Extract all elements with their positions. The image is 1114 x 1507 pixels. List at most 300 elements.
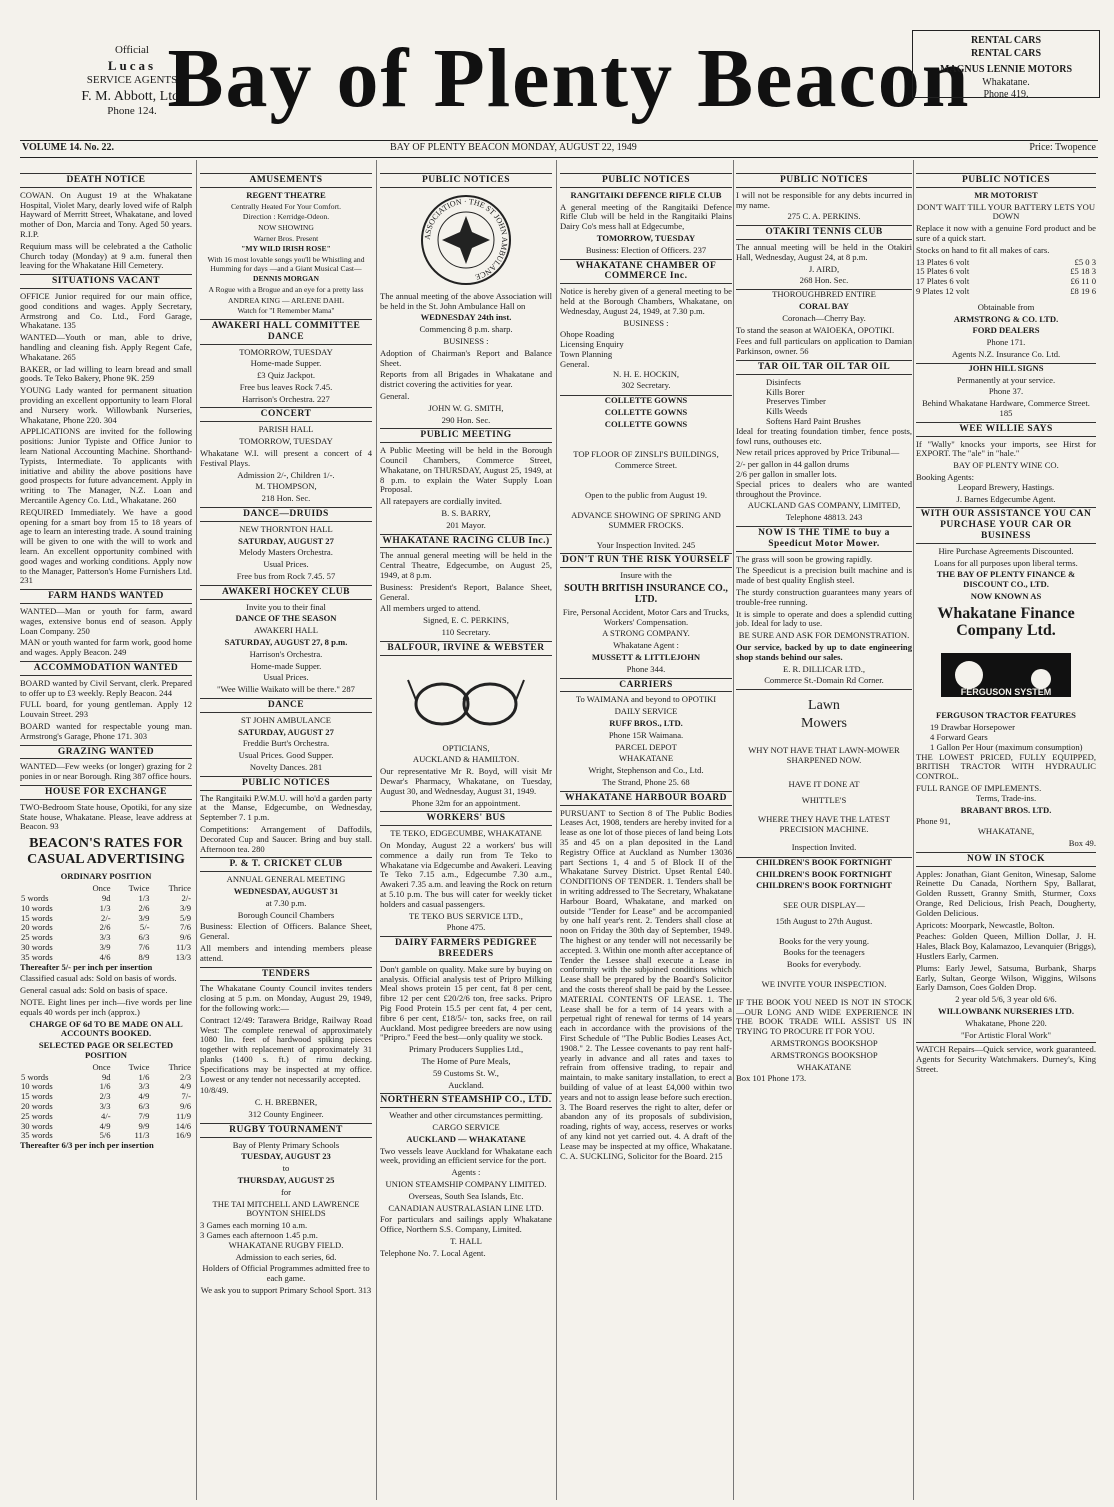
ad-line: Kills Borer [766,386,805,397]
table-cell: 5/- [139,922,150,933]
notice-text: Replace it now with a genuine Ford product and be sure of a quick start. [916,223,1096,244]
notice-text: All members urged to attend. [380,603,481,614]
notice-text: Apricots: Moorpark, Newcastle, Bolton. [916,919,1055,930]
ad-line: 201 Mayor. [446,519,486,530]
ad-title: CHILDREN'S BOOK FORTNIGHT [756,856,892,867]
column-divider [196,160,197,1500]
notice-text: I will not be responsible for any debts incurred in my name. [736,189,912,210]
notice-text: The annual meeting will be held in the Otakiri Hall, Wednesday, August 24, at 8 p.m. [736,242,912,262]
ad-line: Softens Hard Paint Brushes [766,416,861,427]
ad-line: Usual Prices. [263,559,309,570]
ad-line: Preserves Timber [766,396,826,407]
table-cell: 3/9 [138,912,150,923]
magnus-lennie-label: MAGNUS LENNIE MOTORS [939,64,1073,75]
notice-text: On Monday, August 22 a workers' bus will commence a daily run from Te Teko to Whakatane via Edgecumbe and Awakeri. Leaving Te Teko 7.15 a.m., Edgecumbe 7.30 a.m., Awakeri 7.35 a.m. and leaving the Rock on return at 5.10 p.m. The bus will cater for weekly ticket holders and casual passengers. [380,840,552,909]
ad-line: Auckland. [448,1079,484,1090]
ad-line: 218 Hon. Sec. [261,493,311,504]
notice-text: A Public Meeting will be held in the Borough Council Chambers, Commerce Street, Whakatane, on THURSDAY, August 25, 1949, at 8 p.m. to explain the Water Supply Loan Proposal. [380,445,552,495]
ad-line: DAILY SERVICE [614,706,678,717]
table-cell: 13 Plates 6 volt [916,256,970,267]
ad-title: FERGUSON TRACTOR FEATURES [936,710,1076,721]
rates-heading: BEACON'S RATES FOR CASUAL ADVERTISING [27,836,185,868]
classified-ad: MAN or youth wanted for farm work, good home and wages. Apply Beacon. 249 [20,637,192,658]
ad-line: Melody Masters Orchestra. [239,547,333,558]
table-cell: 30 words [21,1120,53,1131]
notice-text: To stand the season at WAIOEKA, OPOTIKI. [736,324,895,335]
notice-text: For particulars and sailings apply Whakatane Office, Northern S.S. Company, Limited. [380,1214,552,1235]
ad-line: TE TEKO, EDGECUMBE, WHAKATANE [390,828,542,839]
notice-text: All members and intending members please attend. [200,942,372,963]
ad-line: Booking Agents: [916,471,975,482]
price-label: Price: Twopence [1029,142,1096,153]
table-cell: 3/3 [99,1100,111,1111]
table-header: Once [92,1061,111,1072]
ad-line: AWAKERI HALL [254,625,318,636]
rates-note: NOTE. Eight lines per inch—five words per line equals 40 words per inch (approx.) [20,996,192,1017]
ad-title: COLLETTE GOWNS [604,418,688,429]
ad-line: A STRONG COMPANY. [602,628,690,639]
ad-line: Disinfects [766,376,801,387]
notice-text: If "Wally" knocks your imports, see Hirst for EXPORT. The "ale" in "hale." [916,438,1096,459]
ad-title: SOUTH BRITISH INSURANCE CO., LTD. [564,583,728,606]
classified-ad: REQUIRED Immediately. We have a good opening for a smart boy from 15 to 18 years of age to learn an interesting trade. A sound training will be given to one with the will to work and learn. An excellent opportunity combined with good wages and working conditions. Apply now to the Manager, Patterson's Home Furnishers Ltd. 231 [20,506,192,586]
ad-line: DON'T WAIT TILL YOUR BATTERY LETS YOU DOWN [916,201,1096,222]
ad-line: PARISH HALL [258,424,314,435]
ad-line: Usual Prices. [263,672,309,683]
ad-line: With 16 most lovable songs you'll be Whistling and Humming for days —and a Giant Musical Cast— [207,254,365,273]
spectacles-icon [406,660,526,740]
table-cell: 9/9 [138,1120,150,1131]
ad-line: General. [560,358,590,369]
ad-line: Admission to each series, 6d. [235,1251,337,1262]
ad-line: OPTICIANS, [442,742,490,753]
notice-text: Fees and full particulars on application to Damian Parkinson, owner. 56 [736,336,912,357]
rates-subheading: SELECTED PAGE OR SELECTED POSITION [38,1040,174,1060]
table-cell: £5 18 3 [1070,266,1096,277]
table-header: Twice [128,883,150,894]
ad-line: WE INVITE YOUR INSPECTION. [761,979,887,990]
table-header: Twice [128,1061,150,1072]
rates-note: Thereafter 6/3 per inch per insertion [20,1140,154,1151]
table-row [916,287,1096,297]
table-cell: 4/- [101,1110,111,1121]
notice-text: Ideal for treating foundation timber, fence posts, fowl runs, outhouses etc. [736,425,912,446]
ad-line: Whakatane W.I. will present a concert of 4 Festival Plays. [200,447,372,468]
ad-line: TOP FLOOR OF ZINSLI'S BUILDINGS, [573,448,719,459]
table-header: Thrice [168,883,191,894]
notice-text: Business: Election of Officers. Balance Sheet, General. [200,921,372,942]
ad-title: MR MOTORIST [974,189,1038,200]
ad-line: THURSDAY, AUGUST 25 [237,1174,335,1185]
notice-text: The sturdy construction guarantees many years of trouble-free running. [736,587,912,607]
classified-ad: OFFICE Junior required for our main office, good conditions and wages. Apply Secretary, Armstrong and Co. Ltd., Ford Garage, Whakatane. 135 [20,291,192,331]
ad-line: BAY OF PLENTY WINE CO. [953,460,1059,471]
ad-line: Phone 475. [446,922,486,933]
ad-line: WHAKATANE, [977,826,1035,837]
table-cell: 5 words [21,892,49,903]
ad-line: ANDREA KING — ARLENE DAHL [227,295,344,305]
rental-cars-box [912,30,1100,98]
ad-title: COLLETTE GOWNS [604,395,688,406]
ad-line: Primary Producers Supplies Ltd., [408,1044,524,1055]
ad-line: Agents N.Z. Insurance Co. Ltd. [951,348,1061,359]
section-heading: P. & T. CRICKET CLUB [200,857,372,872]
ad-line: Whakatane, Phone 220. [965,1017,1047,1028]
svg-text:FERGUSON SYSTEM: FERGUSON SYSTEM [960,687,1052,698]
table-cell: 9/6 [180,1100,191,1111]
ad-title: CHILDREN'S BOOK FORTNIGHT [756,880,892,891]
classified-ad: BOARD wanted for respectable young man. Armstrong's Garage, Phone 171. 303 [20,720,192,741]
ad-line: Commerce Street. [614,460,678,471]
ad-line: Books for everybody. [786,959,862,970]
table-cell: 1/6 [138,1071,150,1082]
ad-line: 4 Forward Gears [930,732,988,743]
section-heading: DEATH NOTICE [20,173,192,188]
ad-line: SATURDAY, AUGUST 27 [238,726,334,737]
notice-text: General. [380,391,410,401]
rental-town: Whakatane. [982,76,1030,88]
ad-line: Inspection Invited. [791,841,857,852]
ad-line: Commerce St.-Domain Rd Corner. [764,675,884,686]
st-john-seal-icon [418,192,514,288]
classified-ad: TWO-Bedroom State house, Opotiki, for any size State house, Whakatane. Please, leave address at Beacon. 93 [20,801,192,832]
table-cell: 5 words [21,1071,49,1082]
classified-ad: WANTED—Man or youth for farm, award wages, extensive bonus end of season. Apply Loan Company. 250 [20,605,192,636]
table-header: Once [92,883,111,894]
table-cell: 5/6 [99,1130,111,1141]
ad-line: BUSINESS : [623,317,669,328]
table-cell: 7/6 [138,941,150,952]
rates-table-ordinary [20,884,192,962]
ad-line: SATURDAY, AUGUST 27 [238,535,334,546]
notice-text: Notice is hereby given of a general meeting to be held at the Borough Chambers, Whakatane, on Wednesday, August 24, 1949, at 7.30 p.m. [560,286,732,316]
notice-text: Our service, backed by up to date engineering shop stands behind our sales. [736,642,912,662]
table-cell: 25 words [21,1110,53,1121]
abbott-phone: Phone 124. [107,105,157,118]
column-5 [736,170,912,1500]
ad-line: SEE OUR DISPLAY— [783,900,865,911]
table-cell: 20 words [21,1100,53,1111]
ad-line: TOMORROW, TUESDAY [239,346,333,357]
ad-line: JOHN W. G. SMITH, [428,402,504,413]
ad-line: Hire Purchase Agreements Discounted. [938,545,1074,556]
ad-line: Books for the teenagers [783,947,865,958]
rental-cars-1: RENTAL CARS [970,35,1042,46]
ad-line: WHAKATANE [618,753,674,764]
ad-line: Phone 37. [988,386,1024,397]
ad-line: Freddie Burt's Orchestra. [242,738,330,749]
ad-line: Leopard Brewery, Hastings. [957,481,1055,492]
column-divider [913,160,914,1500]
section-heading: WHAKATANE CHAMBER OF COMMERCE Inc. [560,259,732,285]
ad-line: ST JOHN AMBULANCE [240,714,332,725]
column-3 [380,170,552,1500]
ad-line: BE SURE AND ASK FOR DEMONSTRATION. [738,630,910,641]
rates-note: General casual ads: Sold on basis of space. [20,985,168,996]
ad-line: CARGO SERVICE [432,1122,500,1133]
ad-line: Bay of Plenty Primary Schools [232,1139,340,1150]
ad-title: JOHN HILL SIGNS [968,362,1044,373]
ad-line: NEW THORNTON HALL [239,523,333,534]
classified-ad: APPLICATIONS are invited for the following positions: Junior Typiste and Office Junior to learn National Accounting Machine. Shorthand-Typists, Intermediate. To applicants with initiative and ability the above positions have good prospects for future advancement. Apply in writing to The Manager, N.Z. Loan and Mercantile Agency Co. Ltd., Whakatane. 260 [20,426,192,505]
ad-line: Holders of Official Programmes admitted free to each game. [202,1263,370,1284]
notice-text: The Speedicut is a precision built machine and is made of best quality English steel. [736,565,912,586]
ad-line: 15th August to 27th August. [775,915,873,926]
section-heading: NORTHERN STEAMSHIP CO., LTD. [380,1093,552,1108]
lawn-mowers-title: Mowers [801,716,847,732]
section-heading: RUGBY TOURNAMENT [200,1123,372,1138]
ad-line: Behind Whakatane Hardware, Commerce Street. 185 [922,398,1090,418]
section-heading: SITUATIONS VACANT [20,274,192,289]
table-cell: 3/9 [99,941,111,952]
death-notice-funeral: Requium mass will be celebrated a the Catholic Church today (Monday) at 9 a.m. funeral then leaving for the Whakatane Hill Cemetery. [20,240,192,271]
classified-ad: WANTED—Youth or man, able to drive, handling and cleaning fish. Apply Regent Cafe, Whakatane. 265 [20,332,192,362]
table-cell: 11/3 [134,1130,150,1141]
table-cell: 3/3 [138,1081,150,1092]
ad-line: J. AIRD, [808,263,840,274]
table-cell: 13/3 [175,951,191,962]
section-heading: CONCERT [200,407,372,422]
ad-line: TOMORROW, TUESDAY [239,436,333,447]
table-cell: 16/9 [175,1130,191,1141]
table-cell: 4/9 [99,1120,111,1131]
ad-line: Borough Council Chambers [237,909,335,920]
ad-line: Coronach—Cherry Bay. [782,312,866,323]
ad-line: 268 Hon. Sec. [799,275,849,286]
ad-line: 2/- per gallon in 44 gallon drums [736,459,850,470]
ad-line: WEDNESDAY, AUGUST 31 [233,885,339,896]
ad-line: Box 49. [1068,838,1096,848]
notice-text: IF THE BOOK YOU NEED IS NOT IN STOCK—OUR LONG AND WIDE EXPERIENCE IN THE BOOK TRADE WILL ASSIST US IN TRYING TO PROCURE IT FOR YOU. [736,996,912,1037]
ad-line: Harrison's Orchestra. [249,648,323,659]
table-cell: £6 11 0 [1070,276,1096,287]
ad-line: RUFF BROS., LTD. [609,718,683,729]
ad-line: 2 year old 5/6, 3 year old 6/6. [955,994,1057,1005]
masthead [0,0,1114,140]
notice-text: Special prices to dealers who are wanted throughout the Province. [736,478,912,499]
ad-line: M. THOMPSON, [255,481,317,492]
rental-cars-2: RENTAL CARS [970,47,1042,59]
ad-line: AUCKLAND & HAMILTON. [412,754,520,765]
section-heading: WHAKATANE RACING CLUB Inc.) [380,534,552,549]
section-heading: DAIRY FARMERS PEDIGREE BREEDERS [380,936,552,962]
ad-line: ARMSTRONG & CO. LTD. [953,313,1059,324]
table-cell: 7/- [181,1091,191,1102]
ad-title: CHILDREN'S BOOK FORTNIGHT [756,868,892,879]
ad-line: Novelty Dances. 281 [249,761,323,772]
service-agents-label: SERVICE AGENTS [86,74,178,86]
table-cell: 30 words [21,941,53,952]
section-heading: WORKERS' BUS [380,811,552,826]
issue-date: BAY OF PLENTY BEACON MONDAY, AUGUST 22, 1949 [390,142,637,153]
table-cell: £8 19 6 [1070,286,1096,296]
ad-line: Home-made Supper. [250,660,322,671]
ad-line: FORD DEALERS [972,325,1040,336]
ad-line: DENNIS MORGAN [252,274,320,284]
ad-line: Loans for all purposes upon liberal terms. [934,557,1078,568]
table-cell: 4/6 [99,951,111,962]
section-heading: FARM HANDS WANTED [20,589,192,604]
ad-line: Whakatane Agent : [613,640,679,651]
ad-line: Town Planning [560,349,613,360]
notice-text: The Rangitaiki P.W.M.U. will ho'd a garden party at the Manse, Edgecumbe, on Wednesday, September 7. 1 p.m. [200,792,372,823]
section-heading: DANCE—DRUIDS [200,507,372,522]
table-cell: 2/6 [99,922,111,933]
column-2 [200,170,372,1500]
ad-line: UNION STEAMSHIP COMPANY LIMITED. [385,1179,547,1190]
ad-line: "For Artistic Floral Work" [961,1029,1051,1040]
ad-line: MUSSETT & LITTLEJOHN [591,652,701,662]
ad-line: 3 Games each morning 10 a.m. [200,1220,308,1231]
ad-line: PARCEL DEPOT [615,741,677,752]
notice-text: Contract 12/49: Tarawera Bridge, Railway Road West: The complete renewal of approximately 1080 lin. feet of hardwood spiking pieces together with replacement of approximately 31 planks (1400 s. ft.) of rimu decking. Specifications may be inspected at my office. Lowest or any tender not necessarily accepted. [200,1014,372,1084]
table-cell: 1/3 [138,892,150,903]
ad-line: ADVANCE SHOWING OF SPRING AND SUMMER FROCKS. [571,510,721,530]
notice-text: The grass will soon be growing rapidly. [736,553,873,564]
notice-text: The annual general meeting will be held in the Central Theatre, Edgecumbe, on August 25, 1949, at 8 p.m. [380,550,552,581]
ad-line: WHY NOT HAVE THAT LAWN-MOWER SHARPENED NOW. [748,745,900,765]
ad-line: Obtainable from [977,301,1035,312]
section-heading: AWAKERI HOCKEY CLUB [200,585,372,600]
official-label: Official [114,44,149,56]
ad-line: Kills Weeds [766,406,808,417]
ad-line: We ask you to support Primary School Sport. 313 [200,1284,372,1295]
column-divider [556,160,557,1500]
ad-line: Free bus from Rock 7.45. 57 [236,570,336,581]
table-cell: 11/9 [176,1110,191,1121]
ad-line: Warner Bros. Present [253,233,319,243]
table-cell: 15 Plates 6 volt [916,266,970,277]
ad-line: FULL RANGE OF IMPLEMENTS. [916,783,1042,794]
table-cell: 10 words [21,1081,53,1092]
notice-text: Adoption of Chairman's Report and Balance Sheet. [380,347,552,368]
ad-line: Phone 15R Waimana. [608,729,684,740]
ad-line: WHAKATANE RUGBY FIELD. [228,1239,344,1250]
notice-text: Two vessels leave Auckland for Whakatane each week, providing an efficient service for the port. [380,1145,552,1166]
notice-text: Apples: Jonathan, Giant Geniton, Winesap, Salome Reinette Du Canada, Northern Spy, Ballarat, Golden Russett, Granny Smith, Sturmer, Coxs Orange, Red Delicious, Irish Peach, Dougherty, Golden Delicious. [916,868,1096,918]
column-1 [20,170,192,1500]
notice-text: 10/8/49. [200,1085,229,1096]
ad-line: The Home of Pure Meals, [421,1056,511,1067]
section-heading: TAR OIL TAR OIL TAR OIL [736,360,912,375]
whakatane-finance-title: Whakatane Finance Company Ltd. [937,604,1075,639]
ad-line: J. Barnes Edgecumbe Agent. [956,493,1056,504]
ad-title: RANGITAIKI DEFENCE RIFLE CLUB [570,189,722,200]
ad-line: WHITTLE'S [801,794,847,805]
ad-line: WEDNESDAY 24th inst. [420,312,512,323]
notice-text: THE LOWEST PRICED, FULLY EQUIPPED, BRITISH TRACTOR WITH HYDRAULIC CONTROL. [916,751,1096,782]
table-cell: 11/3 [176,941,191,952]
ad-line: TE TEKO BUS SERVICE LTD., [409,910,523,921]
ad-line: Open to the public from August 19. [585,490,707,501]
rental-phone: Phone 419. [983,89,1029,100]
ad-line: Weather and other circumstances permitting. [389,1110,543,1121]
ad-line: Terms, Trade-ins. [975,792,1037,803]
ad-line: HAVE IT DONE AT [788,778,860,789]
lawn-mowers-title: Lawn [808,698,840,714]
notice-text: The annual meeting of the above Association will be held in the St. John Ambulance Hall on [380,290,552,311]
svg-text:Bay of Plenty Beacon: Bay of Plenty Beacon [167,32,971,125]
ad-title: CORAL BAY [798,301,850,312]
ad-line: WILLOWBANK NURSERIES LTD. [937,1005,1075,1016]
section-heading: PUBLIC NOTICES [380,173,552,188]
notice-text: The Whakatane County Council invites tenders closing at 5 p.m. on Monday, August 29, 1949, for the following work:— [200,983,372,1013]
table-cell: 14/6 [175,1120,191,1131]
section-heading: GRAZING WANTED [20,745,192,760]
table-cell: 7/9 [138,1110,150,1121]
notice-text: Peaches: Golden Queen, Million Dollar, J. H. Hales, Black Boy, Kalamazoo, Levanquier (Briggs), Hustlers Early, Carmen. [916,931,1096,961]
ad-line: Centrally Heated For Your Comfort. [230,201,342,211]
abbott-label: F. M. Abbott, Ltd. [81,88,183,104]
notice-text: PURSUANT to Section 8 of The Public Bodies Leases Act, 1908, tenders are hereby invited for a lease as one lot of those pieces of land being Lots 35 and 45 on a plan deposited in the Land Registry Office at Auckland as Number 13036 part Sections 1, 4 and 5 of Block II of the Whakatane Survey District. Upset Rental £40. CONDITIONS OF TENDER. 1. Tenders shall be in writing addressed to The Secretary, Whakatane Harbour Board, Whakatane, and marked on outside "Tender for Lease" and be accompanied by one half year's rent. 2. Tenders shall close at noon on Friday the 30th day of September, 1949. The highest or any tender will not necessarily be accepted. 3. Within one month after acceptance of Tender the Lessee shall execute a Lease in conformity with the subjoined conditions which Lease shall be prepared by the Board's Solicitor and the costs thereof shall be paid by the Lessee. MATERIAL CONTENTS OF LEASE. 1. The Lease shall be for a term of 14 years with a perpetual right of renewal for terms of 14 years each in accordance with the provisions of the First Schedule of "The Public Bodies Leases Act, 1908." 2. The Lessee covenants to pay rent half-yearly in advance and all rates and taxes to refrain from offensive trading, to repair and maintain, to make sanitary installation, to erect a building of value of at least £4,000 within two years and not to assign lease before such erection. 3. The Board reserves the right to alter, defer or abandon any of its proposals of subdivision, roading, rights of way, access, reserves or works of any kind not yet carried out. 4. A draft of the Lease may be inspected at my office, Whakatane. C. A. SUCKLING, Solicitor for the Board. 215 [560,807,733,1161]
section-heading: BALFOUR, IRVINE & WEBSTER [380,641,552,656]
ad-line: Phone 91, [916,816,951,827]
notice-text: Plums: Early Jewel, Satsuma, Burbank, Sharps Early, Sultan, George Wilson, Wiggins, Wilsons Early Damson, Coes Golden Drop. [916,962,1096,993]
table-cell: 17 Plates 6 volt [916,276,970,287]
table-cell: 3/9 [180,902,191,913]
ad-line: E. R. DILLICAR LTD., [782,663,866,674]
rates-note: Classified casual ads: Sold on basis of words. [20,973,177,984]
table-cell: 4/9 [138,1091,150,1102]
ad-line: Insure with the [620,570,672,581]
ad-line: BRABANT BROS. LTD. [960,804,1052,815]
table-cell: 35 words [21,1130,53,1141]
table-header: Thrice [168,1061,191,1072]
ad-line: 312 County Engineer. [248,1108,324,1119]
ad-line: Watch for "I Remember Mama" [237,306,335,316]
ad-line: Permanently at your service. [956,374,1056,385]
ad-line: Wright, Stephenson and Co., Ltd. [588,765,704,776]
section-heading: PUBLIC MEETING [380,428,552,443]
table-cell: 6/3 [138,932,150,943]
ad-line: Telephone No. 7. Local Agent. [380,1247,486,1258]
ad-line: C. H. BREBNER, [254,1097,318,1108]
section-heading: PUBLIC NOTICES [200,776,372,791]
ad-line: ANNUAL GENERAL MEETING [226,874,346,885]
notice-text: A general meeting of the Rangitaiki Defence Rifle Club will be held in the Rangitaiki Plains Dairy Co's mess hall at Edgecumbe, [560,201,732,232]
ad-line: Commencing 8 p.m. sharp. [419,324,513,335]
notice-text: All ratepayers are cordially invited. [380,496,502,507]
ad-line: £3 Quiz Jackpot. [257,370,315,381]
ad-line: Direction : Kerridge-Odeon. [242,212,330,222]
table-cell: 25 words [21,932,53,943]
section-heading: NOW IN STOCK [916,852,1096,867]
column-4 [560,170,732,1500]
ad-line: Box 101 Phone 173. [736,1073,807,1084]
classified-ad: BOARD wanted by Civil Servant, clerk. Prepared to offer up to £3 weekly. Reply Beacon. 244 [20,677,192,698]
rates-subheading: ORDINARY POSITION [60,871,152,882]
table-cell: 9d [101,1071,111,1082]
tractor-icon [931,645,1081,705]
rates-charge-note: CHARGE OF 6d TO BE MADE ON ALL ACCOUNTS BOOKED. [29,1018,183,1039]
ad-line: To WAIMANA and beyond to OPOTIKI [575,694,717,705]
section-heading: NOW IS THE TIME to buy a Speedicut Motor Mower. [736,526,912,552]
rates-table-selected [20,1063,192,1141]
table-cell: 2/3 [99,1091,111,1102]
ad-line: NOW SHOWING [258,222,314,232]
ad-line: T. HALL [450,1236,482,1247]
ad-line: B. S. BARRY, [441,508,491,518]
ad-line: AUCKLAND GAS COMPANY, LIMITED, [747,500,901,511]
ad-line: Free bus leaves Rock 7.45. [239,381,333,392]
table-cell: 20 words [21,922,53,933]
table-cell: 1/6 [99,1081,111,1092]
classified-ad: YOUNG Lady wanted for permanent situation providing an excellent opportunity to learn Floral and Nursery work. Willowbank Nurseries, Whakatane, Phone 220. 304 [20,385,192,425]
section-heading: HOUSE FOR EXCHANGE [20,785,192,800]
regent-theatre-title: REGENT THEATRE [246,189,326,200]
ad-line: Admission 2/-, Children 1/-. [237,469,335,480]
ad-line: Books for the very young. [779,935,869,946]
